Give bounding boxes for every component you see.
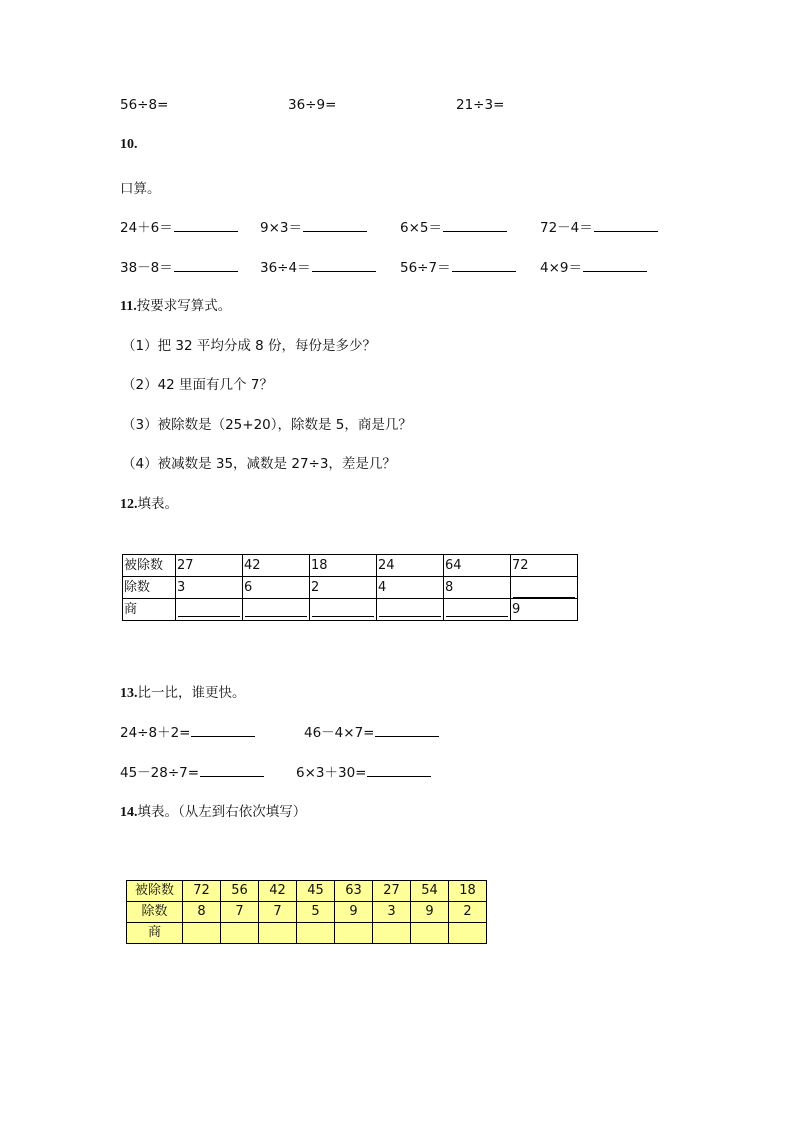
table-cell: 63: [335, 881, 373, 902]
table-cell: 18: [310, 555, 377, 577]
answer-cell[interactable]: [183, 923, 221, 944]
answer-cell[interactable]: [377, 599, 444, 621]
q10-item: 9×3＝: [260, 216, 367, 236]
table-cell: 3: [176, 577, 243, 599]
q11-item-4: （4）被减数是 35，减数是 27÷3，差是几？: [122, 456, 396, 472]
q10-item: 56÷7＝: [400, 256, 516, 276]
table-row: [127, 902, 487, 923]
answer-cell[interactable]: [411, 923, 449, 944]
table-cell: 54: [411, 881, 449, 902]
table-cell: 8: [444, 577, 511, 599]
answer-cell[interactable]: [243, 599, 310, 621]
row-header: 除数: [123, 577, 176, 599]
row-header: 除数: [127, 902, 183, 923]
answer-cell[interactable]: [373, 923, 411, 944]
q10-item: 36÷4＝: [260, 256, 376, 276]
table-cell: 27: [373, 881, 411, 902]
top-expr-2: 36÷9=: [288, 97, 337, 113]
table-cell: 24: [377, 555, 444, 577]
row-header: 商: [127, 923, 183, 944]
table-cell: 9: [411, 902, 449, 923]
table-cell: 72: [511, 555, 578, 577]
q10-item: 72－4＝: [540, 216, 658, 236]
answer-cell[interactable]: [449, 923, 487, 944]
table-cell: 2: [310, 577, 377, 599]
answer-cell[interactable]: [310, 599, 377, 621]
q11-item-2: （2）42 里面有几个 7？: [122, 377, 273, 393]
table-cell: 7: [221, 902, 259, 923]
q11-heading: 11.按要求写算式。: [120, 298, 232, 314]
table-cell: 6: [243, 577, 310, 599]
table-cell: 56: [221, 881, 259, 902]
answer-cell[interactable]: [259, 923, 297, 944]
q13-expr: 45－28÷7=: [120, 761, 264, 781]
answer-cell[interactable]: [221, 923, 259, 944]
table-cell: 5: [297, 902, 335, 923]
q14-table: [126, 880, 487, 944]
table-cell: 42: [259, 881, 297, 902]
table-cell: 9: [511, 599, 578, 621]
table-cell: 27: [176, 555, 243, 577]
q10-instruction: 口算。: [120, 181, 161, 197]
table-cell: 3: [373, 902, 411, 923]
q10-item: 4×9＝: [540, 256, 647, 276]
row-header: 商: [123, 599, 176, 621]
table-cell: 9: [335, 902, 373, 923]
q14-heading: 14.填表。（从左到右依次填写）: [120, 804, 307, 820]
table-row: [123, 599, 578, 621]
answer-cell[interactable]: [335, 923, 373, 944]
answer-cell[interactable]: [444, 599, 511, 621]
table-cell: 4: [377, 577, 444, 599]
answer-cell[interactable]: [297, 923, 335, 944]
q10-number: 10.: [120, 137, 138, 152]
table-row: [127, 881, 487, 902]
table-cell: 7: [259, 902, 297, 923]
row-header: 被除数: [127, 881, 183, 902]
q13-heading: 13.比一比，谁更快。: [120, 685, 246, 701]
q10-item: 24＋6＝: [120, 216, 238, 236]
top-expr-1: 56÷8=: [120, 97, 169, 113]
table-cell: 72: [183, 881, 221, 902]
table-row: [123, 555, 578, 577]
table-cell: 18: [449, 881, 487, 902]
table-cell: 45: [297, 881, 335, 902]
q13-expr: 6×3＋30=: [296, 761, 431, 781]
q11-item-1: （1）把 32 平均分成 8 份，每份是多少？: [122, 338, 377, 354]
table-cell: 42: [243, 555, 310, 577]
table-cell: 64: [444, 555, 511, 577]
q12-heading: 12.填表。: [120, 496, 178, 512]
row-header: 被除数: [123, 555, 176, 577]
answer-cell[interactable]: [511, 577, 578, 599]
q10-item: 38－8＝: [120, 256, 238, 276]
top-expr-3: 21÷3=: [456, 97, 505, 113]
answer-cell[interactable]: [176, 599, 243, 621]
q11-item-3: （3）被除数是（25+20），除数是 5，商是几？: [122, 417, 412, 433]
q13-expr: 46－4×7=: [304, 721, 439, 741]
q12-table: [122, 554, 578, 621]
table-row: [127, 923, 487, 944]
table-cell: 2: [449, 902, 487, 923]
q10-item: 6×5＝: [400, 216, 507, 236]
q13-expr: 24÷8＋2=: [120, 721, 255, 741]
table-cell: 8: [183, 902, 221, 923]
table-row: [123, 577, 578, 599]
